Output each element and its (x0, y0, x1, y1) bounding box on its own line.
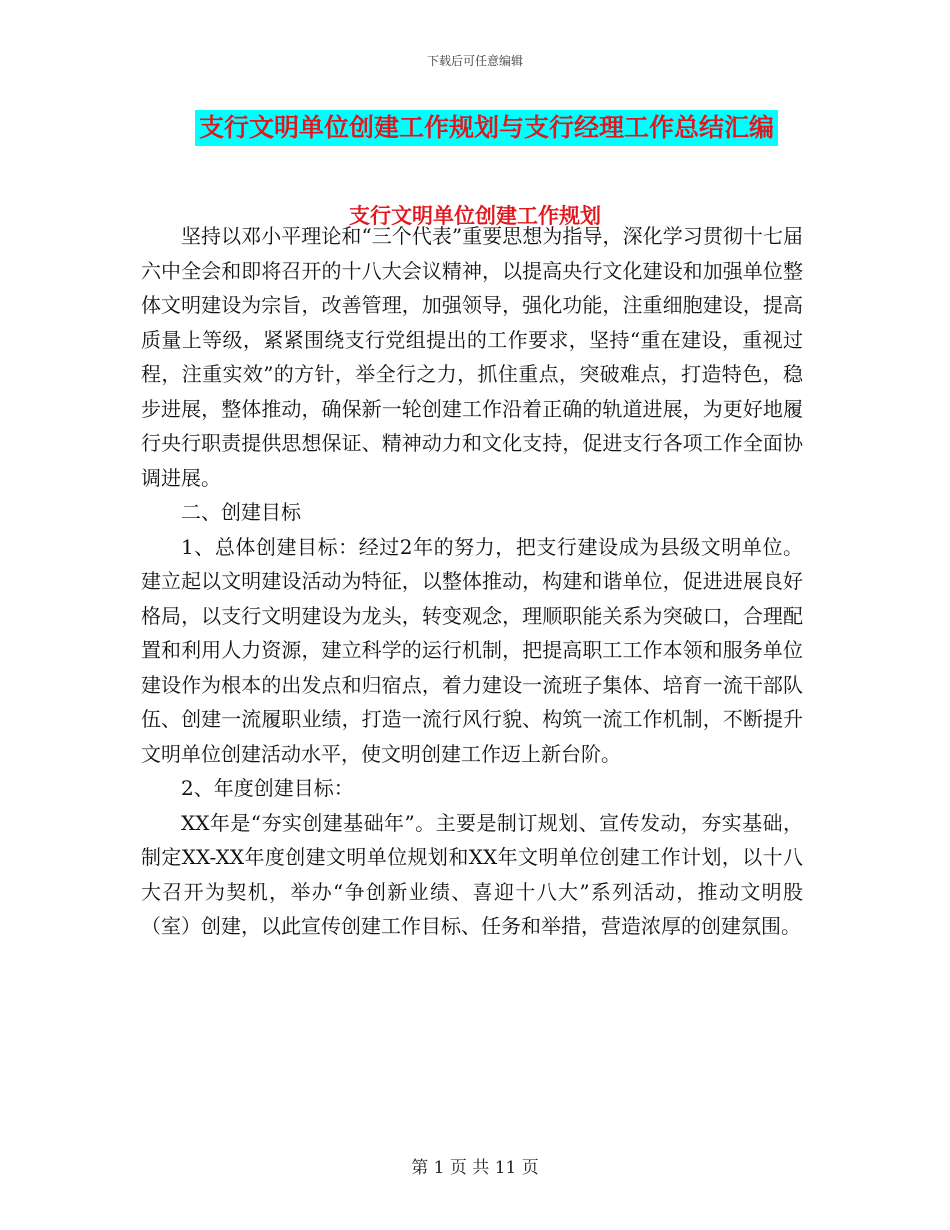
document-body (141, 219, 803, 944)
paragraph-guiding-principle: 坚持以邓小平理论和“三个代表”重要思想为指导，深化学习贯彻十七届六中全会和即将召开的十八大会议精神，以提高央行文化建设和加强单位整体文明建设为宗旨，改善管理，加强领导，强化功能，注重细胞建设，提高质量上等级，紧紧围绕支行党组提出的工作要求，坚持“重在建设，重视过程，注重实效”的方针，举全行之力，抓住重点，突破难点，打造特色，稳步进展，整体推动，确保新一轮创建工作沿着正确的轨道进展，为更好地履行央行职责提供思想保证、精神动力和文化支持，促进支行各项工作全面协调进展。 (141, 224, 803, 490)
section-title: 支行文明单位创建工作规划 (349, 204, 601, 228)
paragraph-heading-annual-goal: 2、年度创建目标： (181, 776, 354, 800)
document-title: 支行文明单位创建工作规划与支行经理工作总结汇编 (195, 110, 778, 146)
paragraph-annual-goal: XX年是“夯实创建基础年”。主要是制订规划、宣传发动，夯实基础，制定XX-XX年度创建文明单位规划和XX年文明单位创建工作计划，以十八大召开为契机，举办“争创新业绩、喜迎十八大”系列活动，推动文明股（室）创建，以此宣传创建工作目标、任务和举措，营造浓厚的创建氛围。 (141, 810, 803, 938)
page-number-footer: 第 1 页 共 11 页 (411, 1158, 539, 1178)
paragraph-overall-goal: 1、总体创建目标：经过2年的努力，把支行建设成为县级文明单位。建立起以文明建设活动为特征，以整体推动，构建和谐单位，促进进展良好格局，以支行文明建设为龙头，转变观念，理顺职能关系为突破口，合理配置和利用人力资源，建立科学的运行机制，把提高职工工作本领和服务单位建设作为根本的出发点和归宿点，着力建设一流班子集体、培育一流干部队伍、创建一流履职业绩，打造一流行风行貌、构筑一流工作机制，不断提升文明单位创建活动水平，使文明创建工作迈上新台阶。 (141, 534, 803, 766)
page-header-note: 下载后可任意编辑 (426, 54, 523, 68)
paragraph-heading-goals: 二、创建目标 (181, 500, 301, 524)
